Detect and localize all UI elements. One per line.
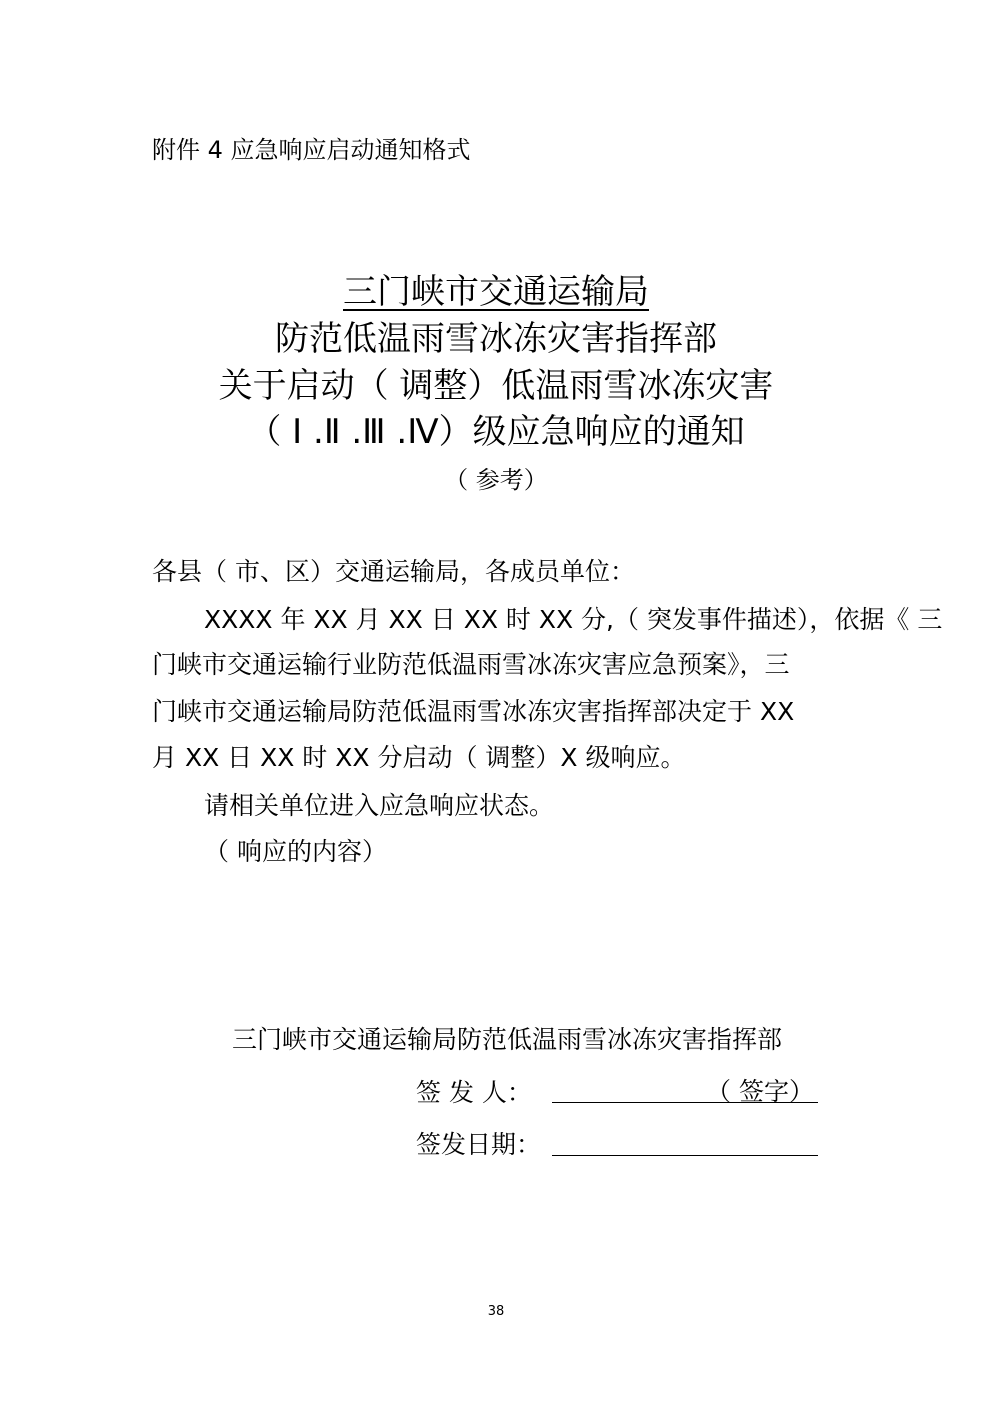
body-para2: 请相关单位进入应急响应状态。 bbox=[204, 791, 555, 820]
body-para1-line2: 门峡市交通运输行业防范低温雨雪冰冻灾害应急预案》，三 bbox=[152, 650, 790, 679]
signer-note: （ 签字） bbox=[706, 1077, 814, 1106]
body-para1-line1: XXXX 年 XX 月 XX 日 XX 时 XX 分,（ 突发事件描述），依据《 三 bbox=[204, 605, 943, 634]
title-line-2: 防范低温雨雪冰冻灾害指挥部 bbox=[275, 319, 717, 359]
attachment-label: 附件 4 应急响应启动通知格式 bbox=[152, 136, 471, 164]
body-para1-line4: 月 XX 日 XX 时 XX 分启动（ 调整）X 级响应。 bbox=[152, 743, 686, 772]
signer-label: 签 发 人： bbox=[416, 1078, 532, 1107]
date-label: 签发日期： bbox=[416, 1130, 542, 1159]
signature-org: 三门峡市交通运输局防范低温雨雪冰冻灾害指挥部 bbox=[232, 1025, 783, 1054]
page-number: 38 bbox=[487, 1304, 505, 1319]
body-para3: （ 响应的内容） bbox=[204, 837, 387, 866]
date-underline bbox=[552, 1155, 818, 1156]
title-line-4: （ Ⅰ .Ⅱ .Ⅲ .Ⅳ）级应急响应的通知 bbox=[247, 412, 745, 452]
salutation: 各县（ 市、区）交通运输局，各成员单位： bbox=[152, 557, 635, 586]
reference-note: （ 参考） bbox=[444, 466, 548, 494]
title-line-1: 三门峡市交通运输局 bbox=[343, 272, 649, 312]
title-line-3: 关于启动（ 调整）低温雨雪冰冻灾害 bbox=[218, 366, 774, 406]
body-para1-line3: 门峡市交通运输局防范低温雨雪冰冻灾害指挥部决定于 XX bbox=[152, 697, 795, 726]
